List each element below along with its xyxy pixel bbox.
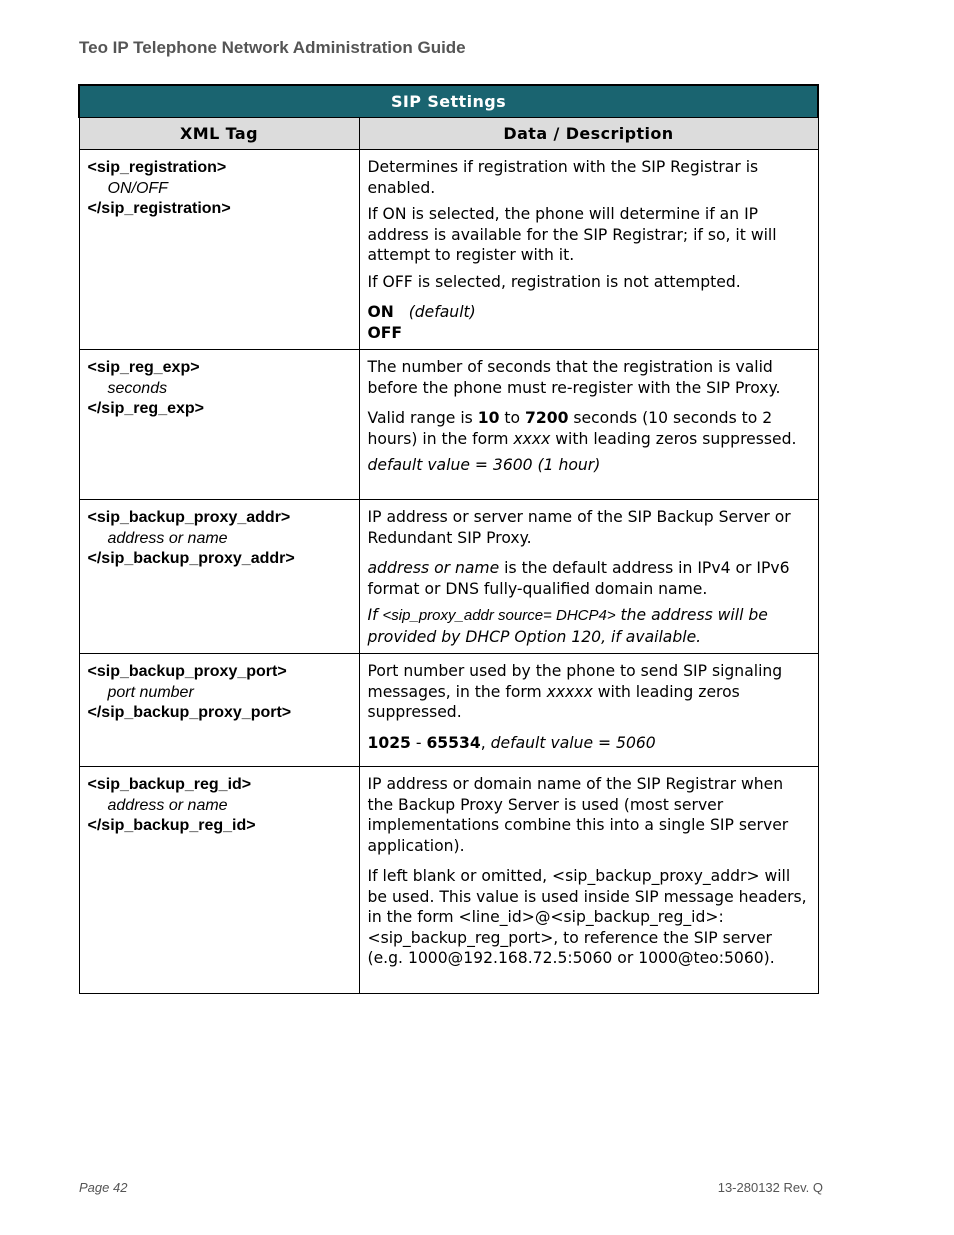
range-min: 10 bbox=[477, 409, 500, 427]
tag-open: <sip_reg_exp> bbox=[87, 359, 200, 376]
document-header-title: Teo IP Telephone Network Administration Guide bbox=[79, 38, 466, 57]
xml-tag-cell bbox=[79, 500, 359, 654]
xml-tag-cell bbox=[79, 654, 359, 767]
description-cell bbox=[359, 767, 818, 994]
default-value-text: default value = 3600 (1 hour) bbox=[367, 456, 601, 474]
description-text: If left blank or omitted, <sip_backup_proxy_addr> will be used. This value is used inside SIP message headers, in the form <line_id>@<sip_backup_reg_id>:<sip_backup_reg_port>, to reference the SIP server (e.g. 1000@192.168.72.5:5060 or 1000@teo:5060). bbox=[367, 867, 807, 967]
description-text: address or name is the default address in IPv4 or IPv6 format or DNS fully-qualified domain name. bbox=[367, 559, 790, 598]
table-title-row bbox=[79, 85, 818, 118]
table-row bbox=[79, 767, 818, 994]
table-row bbox=[79, 350, 818, 500]
tag-close: </sip_backup_proxy_addr> bbox=[87, 550, 295, 567]
xml-tag-cell bbox=[79, 350, 359, 500]
dhcp-source-tag: <sip_proxy_addr source= DHCP4> bbox=[382, 607, 616, 624]
option-on-note: (default) bbox=[408, 303, 476, 321]
description-text: IP address or server name of the SIP Backup Server or Redundant SIP Proxy. bbox=[367, 508, 791, 547]
range-min: 1025 bbox=[367, 733, 411, 752]
tag-close: </sip_backup_reg_id> bbox=[87, 817, 256, 834]
tag-value: seconds bbox=[107, 379, 168, 397]
tag-open: <sip_registration> bbox=[87, 159, 227, 176]
table-row bbox=[79, 500, 818, 654]
table-row bbox=[79, 150, 818, 350]
tag-value: ON/OFF bbox=[107, 179, 168, 197]
dhcp-note: If <sip_proxy_addr source= DHCP4> the address will be provided by DHCP Option 120, if available. bbox=[367, 606, 768, 646]
table-title: SIP Settings bbox=[79, 85, 818, 118]
valid-range-text: Valid range is 10 to 7200 seconds (10 seconds to 2 hours) in the form xxxx with leading zeros suppressed. bbox=[367, 409, 797, 448]
description-text: If OFF is selected, registration is not attempted. bbox=[367, 272, 741, 291]
column-header-xml-tag: XML Tag bbox=[79, 118, 359, 150]
range-max: 65534 bbox=[426, 733, 481, 752]
sip-settings-table bbox=[78, 84, 819, 994]
description-text: Port number used by the phone to send SIP signaling messages, in the form xxxxx with leading zeros suppressed. bbox=[367, 662, 783, 721]
page-number: Page 42 bbox=[79, 1180, 128, 1195]
address-or-name-term: address or name bbox=[367, 559, 500, 577]
xml-tag-cell bbox=[79, 150, 359, 350]
tag-value: address or name bbox=[107, 796, 228, 814]
description-text: IP address or domain name of the SIP Registrar when the Backup Proxy Server is used (most server implementations combine this into a single SIP server application). bbox=[367, 775, 789, 855]
description-cell bbox=[359, 654, 818, 767]
tag-open: <sip_backup_proxy_addr> bbox=[87, 509, 291, 526]
column-header-description: Data / Description bbox=[359, 118, 818, 150]
option-off-label: OFF bbox=[367, 323, 403, 342]
default-value-text: default value = 5060 bbox=[490, 733, 656, 752]
option-on bbox=[368, 302, 810, 343]
tag-open: <sip_backup_reg_id> bbox=[87, 776, 252, 793]
option-on-label: ON bbox=[367, 303, 394, 321]
table-row bbox=[79, 654, 818, 767]
format-text: xxxxx bbox=[546, 682, 593, 701]
table-header-row bbox=[79, 118, 818, 150]
tag-value: address or name bbox=[107, 529, 228, 547]
tag-open: <sip_backup_proxy_port> bbox=[87, 663, 287, 680]
description-text: If ON is selected, the phone will determine if an IP address is available for the SIP Registrar; if so, it will attempt to register with it. bbox=[367, 205, 777, 264]
tag-value: port number bbox=[107, 683, 194, 701]
format-text: xxxx bbox=[513, 429, 551, 448]
description-cell bbox=[359, 350, 818, 500]
description-text: The number of seconds that the registration is valid before the phone must re-register with the SIP Proxy. bbox=[367, 358, 781, 397]
description-cell bbox=[359, 500, 818, 654]
xml-tag-cell bbox=[79, 767, 359, 994]
description-cell bbox=[359, 150, 818, 350]
tag-close: </sip_backup_proxy_port> bbox=[87, 704, 292, 721]
port-range-text: 1025 - 65534, default value = 5060 bbox=[367, 733, 656, 752]
tag-close: </sip_registration> bbox=[87, 200, 231, 217]
document-revision: 13-280132 Rev. Q bbox=[717, 1180, 823, 1195]
description-text: Determines if registration with the SIP Registrar is enabled. bbox=[367, 158, 759, 197]
tag-close: </sip_reg_exp> bbox=[87, 400, 205, 417]
range-max: 7200 bbox=[525, 409, 569, 427]
